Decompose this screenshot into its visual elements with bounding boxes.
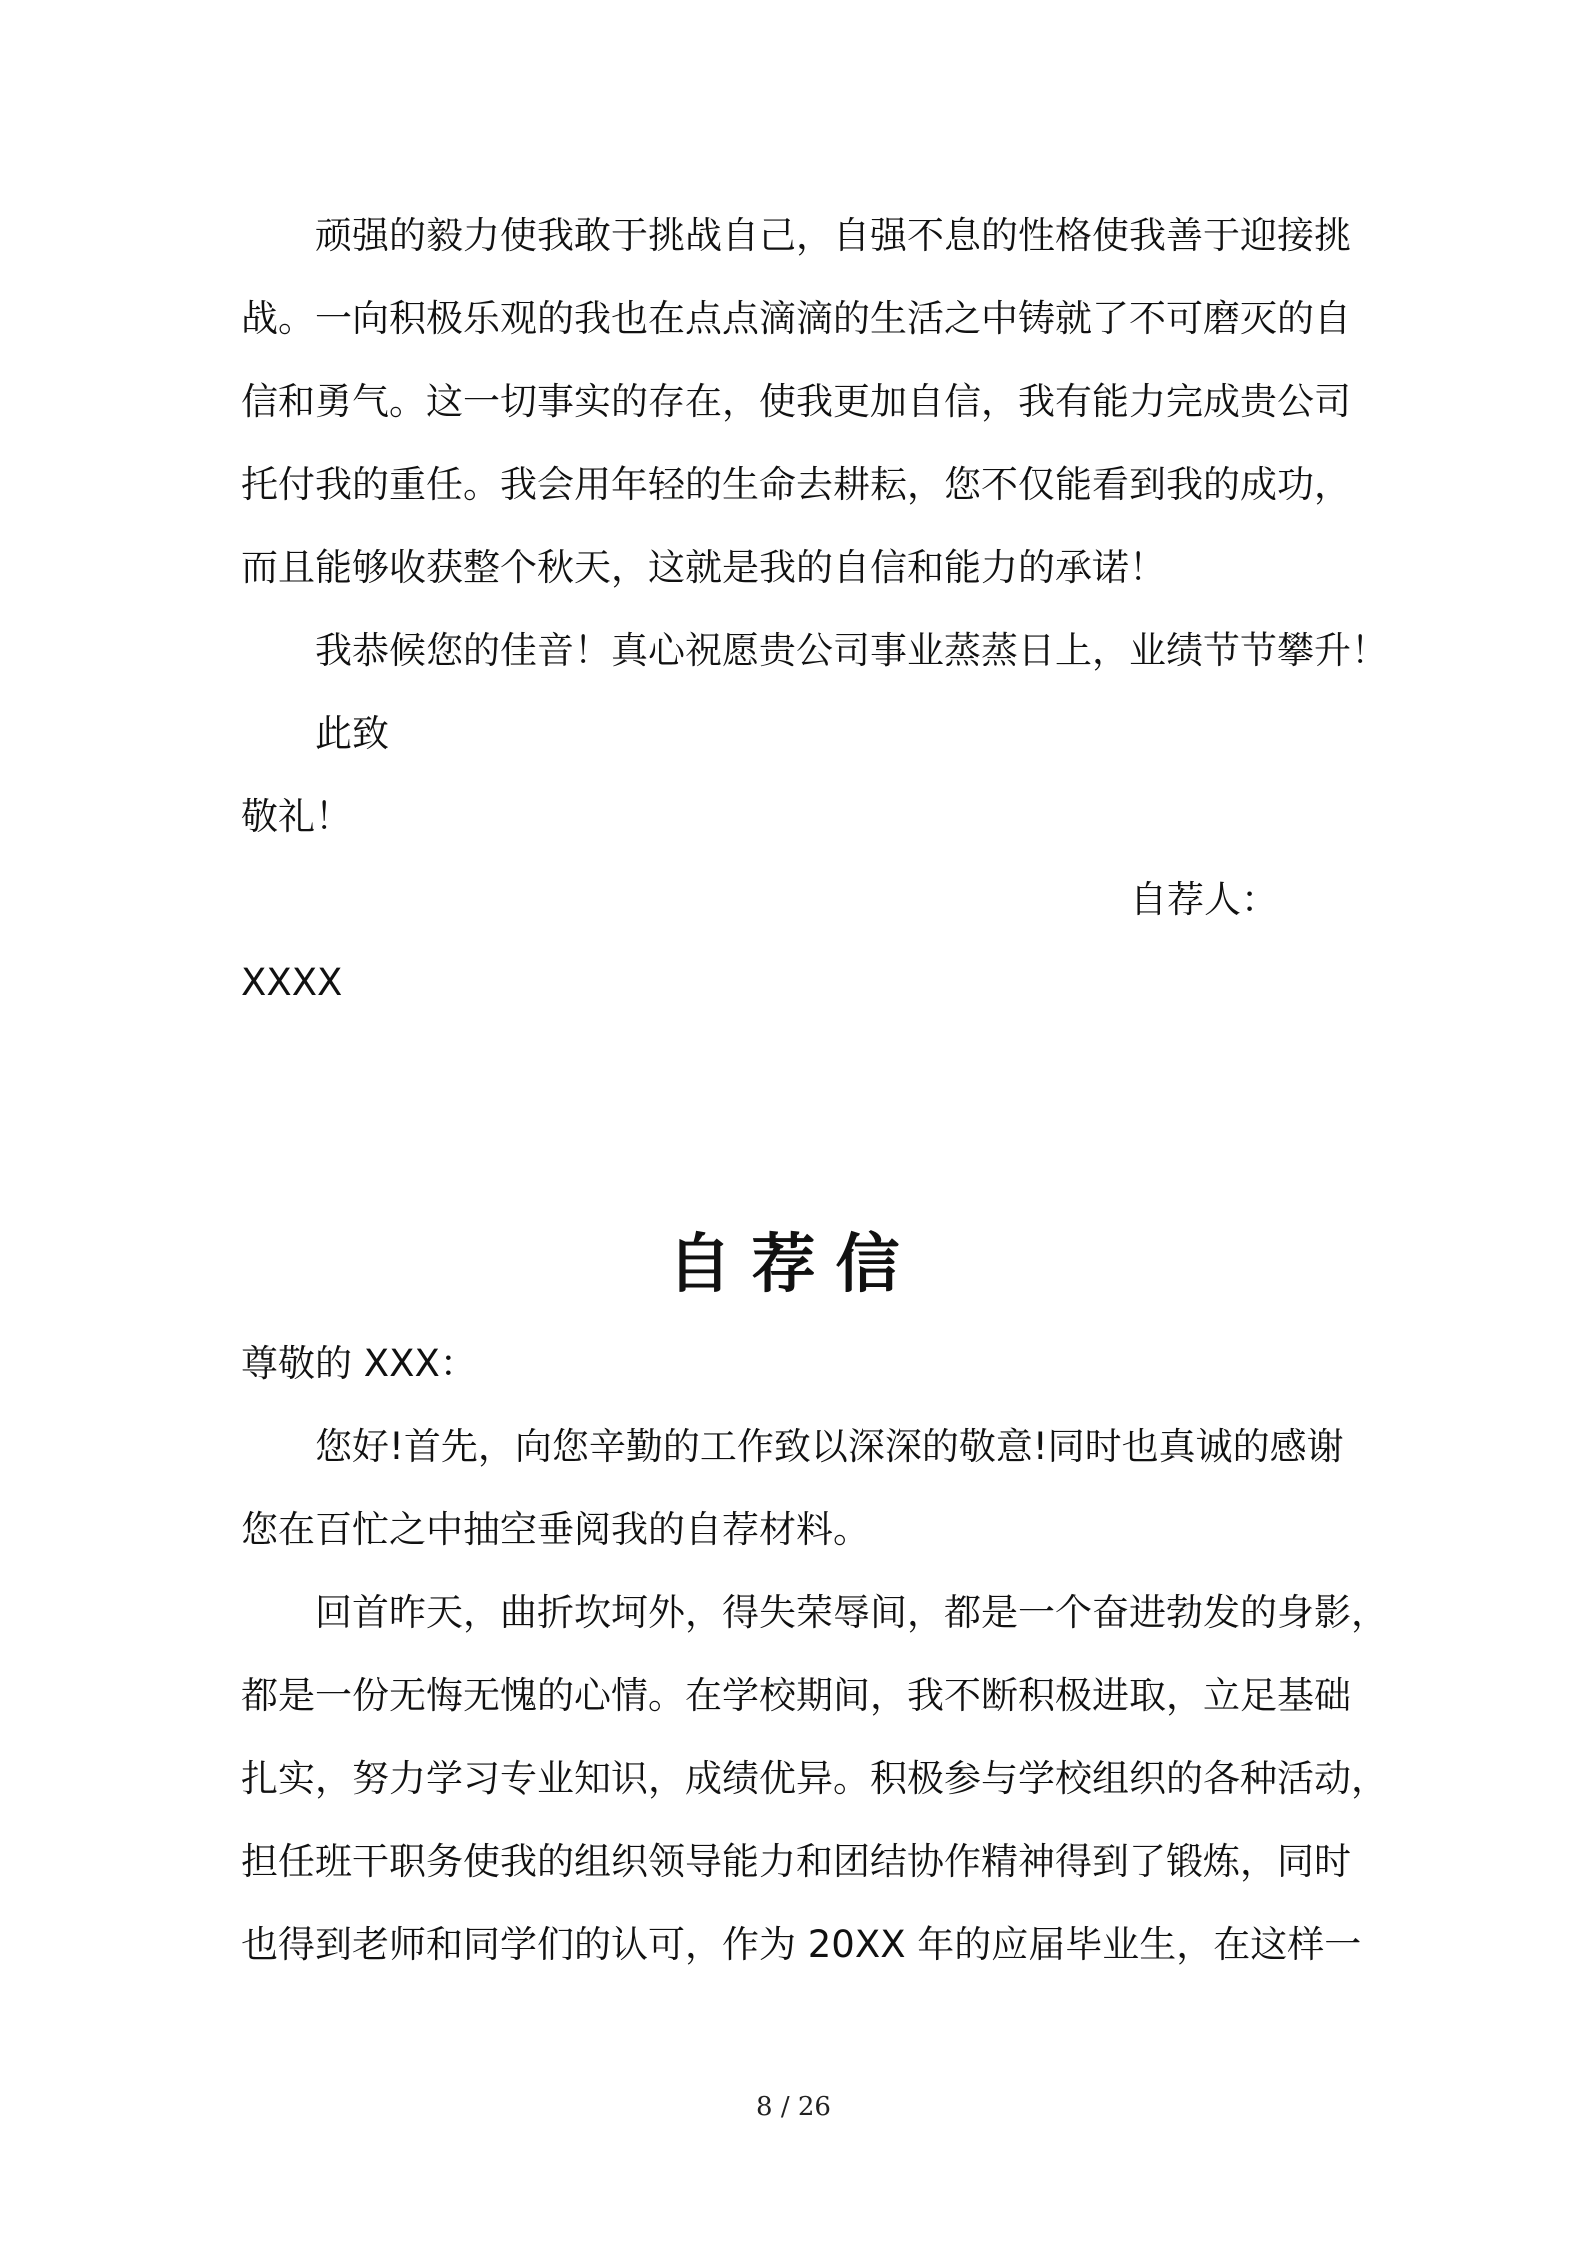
paragraph-line: 您在百忙之中抽空垂阅我的自荐材料。	[241, 1508, 870, 1551]
page-number: 8 / 26	[756, 2092, 831, 2122]
paragraph-line: 也得到老师和同学们的认可，作为 20XX 年的应届毕业生，在这样一	[241, 1923, 1362, 1966]
signature-name: XXXX	[241, 961, 343, 1004]
paragraph-line: 战。一向积极乐观的我也在点点滴滴的生活之中铸就了不可磨灭的自	[241, 297, 1351, 340]
salutation-closing: 敬礼！	[241, 795, 352, 838]
paragraph-line: 都是一份无悔无愧的心情。在学校期间，我不断积极进取，立足基础	[241, 1674, 1351, 1717]
paragraph-line: 而且能够收获整个秋天，这就是我的自信和能力的承诺！	[241, 546, 1166, 589]
paragraph-line: 信和勇气。这一切事实的存在，使我更加自信，我有能力完成贵公司	[241, 380, 1351, 423]
paragraph-line: 担任班干职务使我的组织领导能力和团结协作精神得到了锻炼，同时	[241, 1840, 1351, 1883]
signature-label: 自荐人：	[1130, 878, 1278, 921]
paragraph-line: 顽强的毅力使我敢于挑战自己，自强不息的性格使我善于迎接挑	[315, 214, 1351, 257]
paragraph-line: 扎实，努力学习专业知识，成绩优异。积极参与学校组织的各种活动，	[241, 1757, 1388, 1800]
paragraph-line: 您好!首先，向您辛勤的工作致以深深的敬意!同时也真诚的感谢	[315, 1425, 1344, 1468]
paragraph-line: 回首昨天，曲折坎坷外，得失荣辱间，都是一个奋进勃发的身影，	[315, 1591, 1388, 1634]
paragraph-line: 托付我的重任。我会用年轻的生命去耕耘，您不仅能看到我的成功，	[241, 463, 1351, 506]
letter-greeting: 尊敬的 XXX：	[241, 1342, 477, 1385]
letter-title: 自荐信	[667, 1228, 920, 1302]
closing-phrase: 此致	[315, 712, 389, 755]
paragraph-line: 我恭候您的佳音！真心祝愿贵公司事业蒸蒸日上，业绩节节攀升！	[315, 629, 1388, 672]
